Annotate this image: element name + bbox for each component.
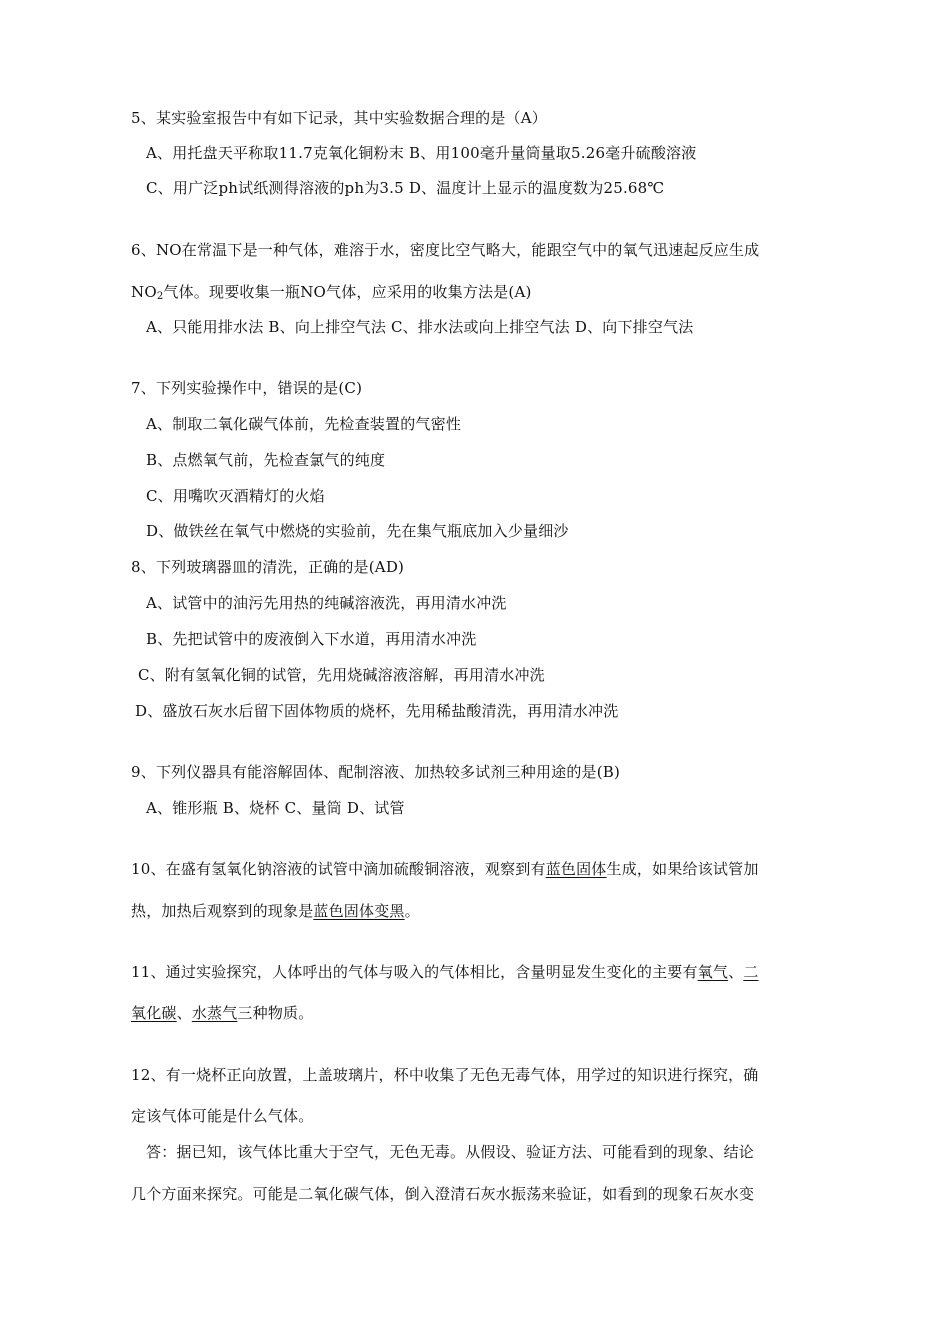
q10-answer-2: 蓝色固体变黑 <box>313 902 405 920</box>
q10-answer-1: 蓝色固体 <box>545 860 607 878</box>
q11-line1: 11、通过实验探究，人体呼出的气体与吸入的气体相比，含量明显发生变化的主要有氧气、二 <box>131 963 759 981</box>
no2-formula: $NO_2$ <box>131 283 164 302</box>
q5-options-cd: C、用广泛ph试纸测得溶液的ph为3.5 D、温度计上显示的温度数为25.68℃ <box>146 179 665 197</box>
q9-options: A、锥形瓶 B、烧杯 C、量筒 D、试管 <box>146 799 405 817</box>
q6-stem-line2: $NO_2$气体。现要收集一瓶NO气体，应采用的收集方法是(A) <box>131 283 532 302</box>
q6-stem-line1: 6、NO在常温下是一种气体，难溶于水，密度比空气略大，能跟空气中的氧气迅速起反应生成 <box>131 241 760 259</box>
q10-line2: 热，加热后观察到的现象是蓝色固体变黑。 <box>131 902 420 920</box>
q10-line1: 10、在盛有氢氧化钠溶液的试管中滴加硫酸铜溶液，观察到有蓝色固体生成，如果给该试管加 <box>131 860 759 878</box>
q8-option-a: A、试管中的油污先用热的纯碱溶液洗，再用清水冲洗 <box>146 594 507 612</box>
q8-option-b: B、先把试管中的废液倒入下水道，再用清水冲洗 <box>146 630 477 648</box>
q5-stem: 5、某实验室报告中有如下记录，其中实验数据合理的是（A） <box>131 109 547 127</box>
q8-option-c: C、附有氢氧化铜的试管，先用烧碱溶液溶解，再用清水冲洗 <box>138 666 545 684</box>
q8-stem: 8、下列玻璃器皿的清洗，正确的是(AD) <box>131 558 405 576</box>
q12-stem-line2: 定该气体可能是什么气体。 <box>131 1107 314 1125</box>
q7-option-c: C、用嘴吹灭酒精灯的火焰 <box>146 487 325 505</box>
q7-option-b: B、点燃氧气前，先检查氯气的纯度 <box>146 451 386 469</box>
q11-answer-oxygen: 氧气 <box>697 963 729 981</box>
q8-option-d: D、盛放石灰水后留下固体物质的烧杯，先用稀盐酸清洗，再用清水冲洗 <box>135 702 619 720</box>
q7-stem: 7、下列实验操作中，错误的是(C) <box>131 379 363 397</box>
q5-options-ab: A、用托盘天平称取11.7克氧化铜粉末 B、用100毫升量筒量取5.26毫升硫酸溶液 <box>146 144 697 162</box>
q12-answer-line1: 答：据已知，该气体比重大于空气，无色无毒。从假设、验证方法、可能看到的现象、结论 <box>146 1143 755 1161</box>
q7-option-a: A、制取二氧化碳气体前，先检查装置的气密性 <box>146 415 462 433</box>
q9-stem: 9、下列仪器具有能溶解固体、配制溶液、加热较多试剂三种用途的是(B) <box>131 763 621 781</box>
q11-answer-water-vapor: 水蒸气 <box>191 1004 238 1022</box>
q11-answer-co2-part2: 氧化碳 <box>131 1004 177 1022</box>
q11-answer-co2-part1: 二 <box>743 963 759 981</box>
q12-stem-line1: 12、有一烧杯正向放置，上盖玻璃片，杯中收集了无色无毒气体，用学过的知识进行探究，确 <box>131 1066 759 1084</box>
q11-line2: 氧化碳、水蒸气三种物质。 <box>131 1004 314 1022</box>
q12-answer-line2: 几个方面来探究。可能是二氧化碳气体，倒入澄清石灰水振荡来验证，如看到的现象石灰水变 <box>131 1185 755 1203</box>
q7-option-d: D、做铁丝在氧气中燃烧的实验前，先在集气瓶底加入少量细沙 <box>146 522 569 540</box>
q6-options: A、只能用排水法 B、向上排空气法 C、排水法或向上排空气法 D、向下排空气法 <box>146 318 694 336</box>
